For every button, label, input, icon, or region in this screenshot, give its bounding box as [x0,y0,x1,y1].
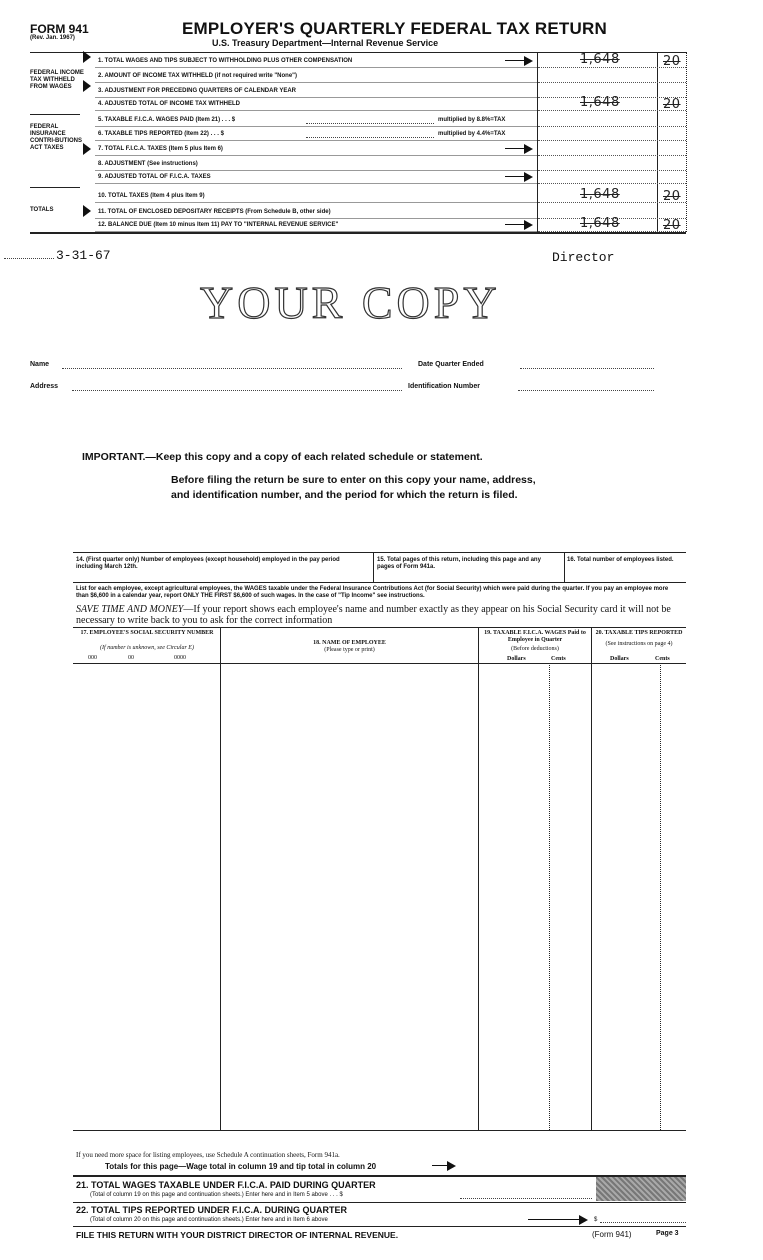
amount-dollars: 1,648 [580,52,620,67]
col20-cents: Cents [655,656,670,662]
save-time-note [76,604,682,626]
amount-cents: 20 [663,54,681,69]
save-time-rest: —If your report shows each employee's name and number exactly as they appear on his Social Security card it will not be necessary to write back to you to ask for the correct information [76,604,671,626]
item-line-label: 4. ADJUSTED TOTAL OF INCOME TAX WITHHELD [98,101,241,107]
amount-dollars: 1,648 [580,216,620,231]
amount-column-divider [537,52,538,232]
row-rule [95,67,537,68]
name-field[interactable] [62,368,402,369]
columns-top-border [73,627,686,628]
ssn-part-3: 0000 [174,655,186,661]
section-divider-2 [30,187,80,188]
item-line-label: 8. ADJUSTMENT (See instructions) [98,161,198,167]
row-rule [95,82,537,83]
schedule-divider [73,582,686,583]
section-fed-income: FEDERAL INCOME TAX WITHHELD FROM WAGES [30,70,84,90]
amount-cents: 20 [663,97,681,112]
column-divider [220,627,221,1130]
row-rule [95,183,537,184]
item-22: 22. TOTAL TIPS REPORTED UNDER F.I.C.A. DURING QUARTER [76,1205,348,1215]
right-arrow-icon [505,56,533,66]
id-number-label: Identification Number [408,383,480,390]
item-line-label: 10. TOTAL TAXES (Item 4 plus Item 9) [98,193,205,199]
form-revision: (Rev. Jan. 1967) [30,35,75,41]
item-line-multiplier: multiplied by 8.8%=TAX [438,117,506,123]
id-number-field[interactable] [518,390,654,391]
footer-bottom-border [73,1226,686,1227]
col20-title: 20. TAXABLE TIPS REPORTED [595,630,683,636]
cents-divider [660,663,661,1130]
amount-underline [538,170,686,171]
cents-column-divider [657,52,658,232]
col17-title: 17. EMPLOYEE'S SOCIAL SECURITY NUMBER [80,630,214,636]
pointer-arrow-icon [83,80,91,92]
section-divider-1 [30,114,80,115]
your-copy-stamp: YOUR COPY [200,277,501,328]
name-label: Name [30,361,50,368]
save-time-lead: SAVE TIME AND MONEY [76,604,184,615]
row-rule [95,110,537,111]
row-rule [95,97,537,98]
col18-title: 18. NAME OF EMPLOYEE [313,640,386,646]
column-divider [478,627,479,1130]
item-line-label: 11. TOTAL OF ENCLOSED DEPOSITARY RECEIPTS (From Schedule B, other side) [98,209,331,215]
item-21-sub: (Total of column 19 on this page and continuation sheets.) Enter here and in Item 5 above . . . $ [90,1192,343,1198]
footer-top-border [73,1175,686,1177]
important-note: IMPORTANT.—Keep this copy and a copy of each related schedule or statement. [82,451,483,463]
amount-underline [538,183,686,184]
address-field[interactable] [72,390,402,391]
amount-underline [538,126,686,127]
item-line-label: 6. TAXABLE TIPS REPORTED (Item 22) . . . $ [98,131,224,137]
important-line-3: and identification number, and the period for which the return is filed. [171,489,518,501]
schedule-top-border [73,552,686,553]
row-rule [95,231,537,232]
important-line-2: Before filing the return be sure to enter on this copy your name, address, [171,474,536,486]
item-line-field[interactable] [306,137,434,138]
row-rule [95,218,537,219]
row-rule [95,155,537,156]
right-arrow-icon [432,1161,456,1171]
columns-header-bottom [73,663,686,664]
amount-dollars: 1,648 [580,95,620,110]
pointer-arrow-icon [83,205,91,217]
item-line-label: 12. BALANCE DUE (Item 10 minus Item 11) PAY TO "INTERNAL REVENUE SERVICE" [98,222,339,228]
item-22-sub: (Total of column 20 on this page and continuation sheets.) Enter here and in Item 6 above [90,1217,328,1223]
item-14: 14. (First quarter only) Number of employees (except household) employed in the pay period including March 12th. [76,557,340,570]
section-fica: FEDERAL INSURANCE CONTRI-BUTIONS ACT TAXES [30,124,82,151]
form-reference: (Form 941) [592,1230,632,1239]
form-number: FORM 941 [30,22,89,36]
item-21: 21. TOTAL WAGES TAXABLE UNDER F.I.C.A. PAID DURING QUARTER [76,1180,376,1190]
item-line-label: 9. ADJUSTED TOTAL OF F.I.C.A. TAXES [98,174,211,180]
col18-note: (Please type or print) [324,647,375,653]
row-rule [95,126,537,127]
amount-underline [538,155,686,156]
col20-note: (See instructions on page 4) [605,641,673,647]
item-15: 15. Total pages of this return, including this page and any pages of Form 941a. [377,557,541,570]
right-arrow-icon [505,220,533,230]
date-quarter-field[interactable] [520,368,654,369]
right-arrow-icon [528,1215,588,1225]
address-label: Address [30,383,59,390]
page-number: Page 3 [656,1230,679,1237]
item-16: 16. Total number of employees listed. [567,557,674,563]
pointer-arrow-icon [83,143,91,155]
item-line-label: 2. AMOUNT OF INCOME TAX WITHHELD (if not required write "None") [98,73,298,79]
signature-title: Director [552,250,615,265]
item-line-label: 3. ADJUSTMENT FOR PRECEDING QUARTERS OF CALENDAR YEAR [98,88,297,94]
amount-underline [538,140,686,141]
col19-title: 19. TAXABLE F.I.C.A. WAGES Paid to Employee in Quarter [484,630,586,643]
row-rule [95,140,537,141]
item-line-field[interactable] [306,123,434,124]
item-line-label: 7. TOTAL F.I.C.A. TAXES (Item 5 plus Item 6) [98,146,223,152]
cents-divider [549,663,550,1130]
signature-date: 3-31-67 [56,248,111,263]
list-note: List for each employee, except agricultural employees, the WAGES taxable under the Federal Insurance Contributions Act (for Social Security) which were paid during the quarter. If you pay an employee more than $6,600 in a calendar year, report ONLY THE FIRST $6,600 of such wages. In the case of "Tip Income" see instructions. [76,586,669,599]
item-divider [373,552,374,582]
pointer-arrow-icon [83,51,91,63]
form-title: EMPLOYER'S QUARTERLY FEDERAL TAX RETURN [182,19,607,38]
item-line-label: 1. TOTAL WAGES AND TIPS SUBJECT TO WITHHOLDING PLUS OTHER COMPENSATION [98,58,353,64]
item-line-label: 5. TAXABLE F.I.C.A. WAGES PAID (Item 21) . . . $ [98,117,236,123]
item-21-field[interactable] [460,1198,592,1199]
date-quarter-label: Date Quarter Ended [418,361,484,368]
item-22-field[interactable] [600,1222,686,1223]
ssn-part-1: 000 [88,655,97,661]
row-rule [95,170,537,171]
section-totals: TOTALS [30,207,54,213]
right-border [686,52,687,232]
form-subtitle: U.S. Treasury Department—Internal Revenue Service [212,38,439,48]
col17-note: (If number is unknown, see Circular E) [100,645,194,651]
right-arrow-icon [505,172,533,182]
date-dotted-line [4,258,54,259]
totals-page-note: Totals for this page—Wage total in column 19 and tip total in column 20 [105,1162,377,1171]
item-divider [564,552,565,582]
amount-underline [538,82,686,83]
row-rule [95,202,537,203]
amount-dollars: 1,648 [580,187,620,202]
col19-note: (Before deductions) [511,646,559,652]
ssn-part-2: 00 [128,655,134,661]
footer-mid-border [73,1202,686,1203]
amount-cents: 20 [663,189,681,204]
col19-cents: Cents [551,656,566,662]
columns-bottom-border [73,1130,686,1131]
right-arrow-icon [505,144,533,154]
item-line-multiplier: multiplied by 4.4%=TAX [438,131,506,137]
shaded-box [596,1177,686,1201]
more-space-note: If you need more space for listing employees, use Schedule A continuation sheets, Form 941a. [76,1151,340,1159]
file-instruction: FILE THIS RETURN WITH YOUR DISTRICT DIRECTOR OF INTERNAL REVENUE. [76,1230,399,1240]
column-divider [591,627,592,1130]
dollar-sign: $ [594,1217,598,1223]
col20-dollars: Dollars [610,656,629,662]
amount-cents: 20 [663,218,681,233]
table-bottom-border [30,232,686,234]
col19-dollars: Dollars [507,656,526,662]
